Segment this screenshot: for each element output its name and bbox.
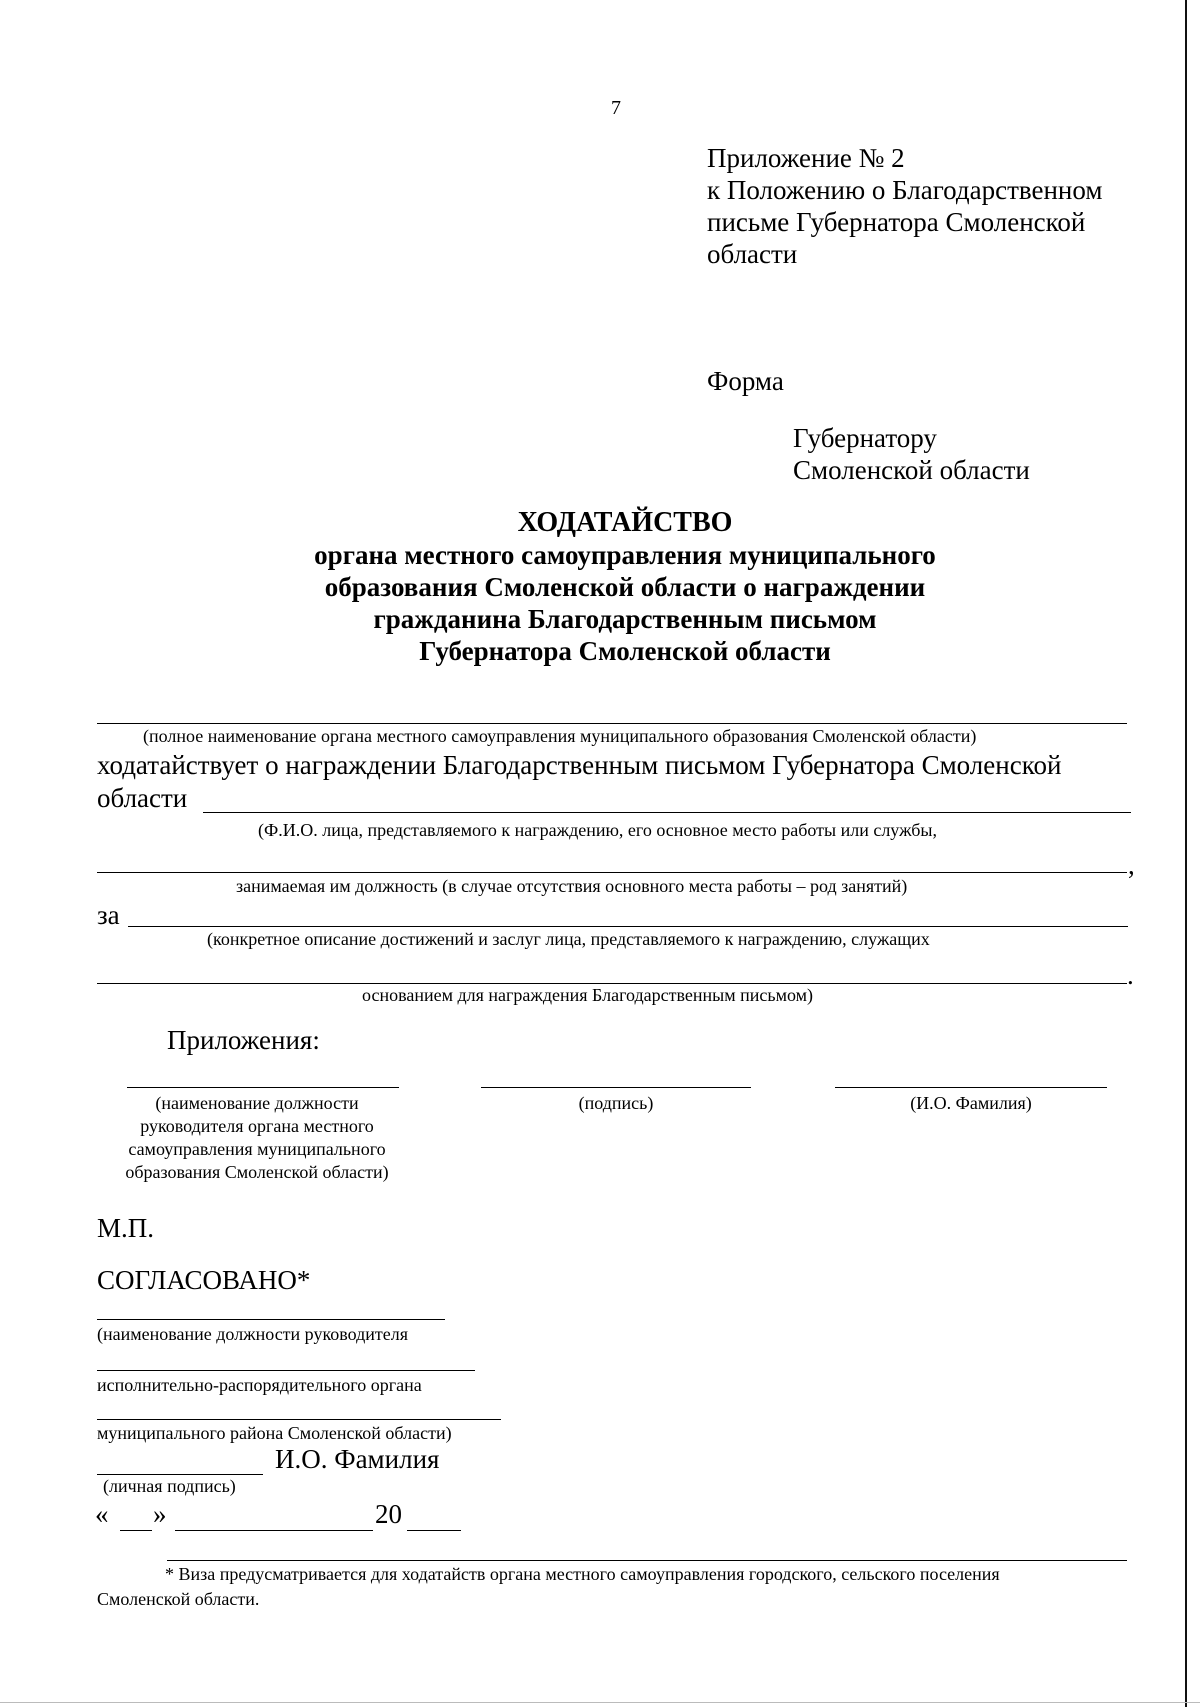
signature-caption: (подпись) — [578, 1093, 654, 1113]
position-caption: занимаемая им должность (в случае отсутствия основного места работы – род занятий) — [236, 876, 908, 896]
footnote-separator — [167, 1560, 1127, 1561]
appendix-line: письме Губернатора Смоленской — [707, 207, 1086, 237]
appendix-reference — [707, 142, 1102, 270]
document-title — [0, 507, 1200, 667]
addressee-line: Губернатору — [793, 423, 937, 453]
addressee-line: Смоленской области — [793, 455, 1030, 485]
scan-border — [1185, 0, 1187, 1707]
petition-text: ходатайствует о награждении Благодарственным письмом Губернатора Смоленской — [97, 750, 1062, 780]
org-caption: (полное наименование органа местного самоуправления муниципального образования Смоленской области) — [143, 726, 977, 746]
personal-signature-line — [97, 1474, 263, 1475]
approval-label: СОГЛАСОВАНО* — [97, 1265, 311, 1295]
footnote-text: * Виза предусматривается для ходатайств органа местного самоуправления городского, сельского поселения — [165, 1564, 1000, 1584]
position-caption-line: (наименование должности — [155, 1093, 359, 1113]
appendix-line: области — [707, 239, 798, 269]
name-caption: (И.О. Фамилия) — [910, 1093, 1032, 1113]
scan-bottom-edge — [0, 1702, 1200, 1703]
org-name-line — [97, 723, 1127, 724]
position-caption — [97, 1092, 417, 1184]
title-sub-line: образования Смоленской области о награждении — [324, 572, 926, 602]
date-year-prefix: 20 — [375, 1499, 402, 1529]
merits-caption-cont: основанием для награждения Благодарственным письмом) — [362, 985, 814, 1005]
merits-line — [128, 926, 1128, 927]
approval-line-3 — [97, 1419, 501, 1420]
page-number: 7 — [611, 97, 621, 119]
approval-caption: муниципального района Смоленской области) — [97, 1423, 452, 1443]
name-line — [835, 1087, 1107, 1088]
personal-signature-caption: (личная подпись) — [103, 1476, 236, 1496]
addressee — [793, 422, 1030, 486]
comma: , — [1128, 850, 1135, 880]
title-sub-line: органа местного самоуправления муниципального — [314, 540, 936, 570]
date-year-line — [407, 1530, 461, 1531]
merits-line-cont — [97, 983, 1127, 984]
person-name-line — [203, 812, 1131, 813]
signature-line — [481, 1087, 751, 1088]
merits-caption: (конкретное описание достижений и заслуг лица, представляемого к награждению, служащих — [207, 929, 930, 949]
footnote-text-cont: Смоленской области. — [97, 1589, 260, 1609]
title-sub-line: Губернатора Смоленской области — [419, 636, 831, 666]
date-day-line — [120, 1530, 152, 1531]
approval-line-1 — [97, 1319, 445, 1320]
approval-caption: исполнительно-распорядительного органа — [97, 1375, 422, 1395]
person-caption: (Ф.И.О. лица, представляемого к награждению, его основное место работы или службы, — [258, 820, 938, 840]
approval-caption: (наименование должности руководителя — [97, 1324, 409, 1344]
for-label: за — [97, 900, 120, 930]
appendix-line: Приложение № 2 — [707, 143, 905, 173]
date-month-line — [175, 1530, 373, 1531]
title-main: ХОДАТАЙСТВО — [517, 507, 733, 538]
person-position-line — [97, 872, 1127, 873]
petition-text-cont: области — [97, 783, 188, 813]
date-close-quote: » — [153, 1499, 167, 1529]
position-caption-line: самоуправления муниципального — [128, 1139, 386, 1159]
date-open-quote: « — [95, 1499, 109, 1529]
appendix-line: к Положению о Благодарственном — [707, 175, 1103, 205]
approval-line-2 — [97, 1370, 475, 1371]
position-caption-line: образования Смоленской области) — [125, 1162, 389, 1182]
attachments-label: Приложения: — [167, 1025, 320, 1055]
seal-label: М.П. — [97, 1213, 155, 1243]
position-line — [127, 1087, 399, 1088]
period: . — [1127, 960, 1134, 990]
form-label: Форма — [707, 366, 784, 396]
position-caption-line: руководителя органа местного — [140, 1116, 374, 1136]
approver-name: И.О. Фамилия — [275, 1444, 440, 1474]
title-sub-line: гражданина Благодарственным письмом — [373, 604, 877, 634]
